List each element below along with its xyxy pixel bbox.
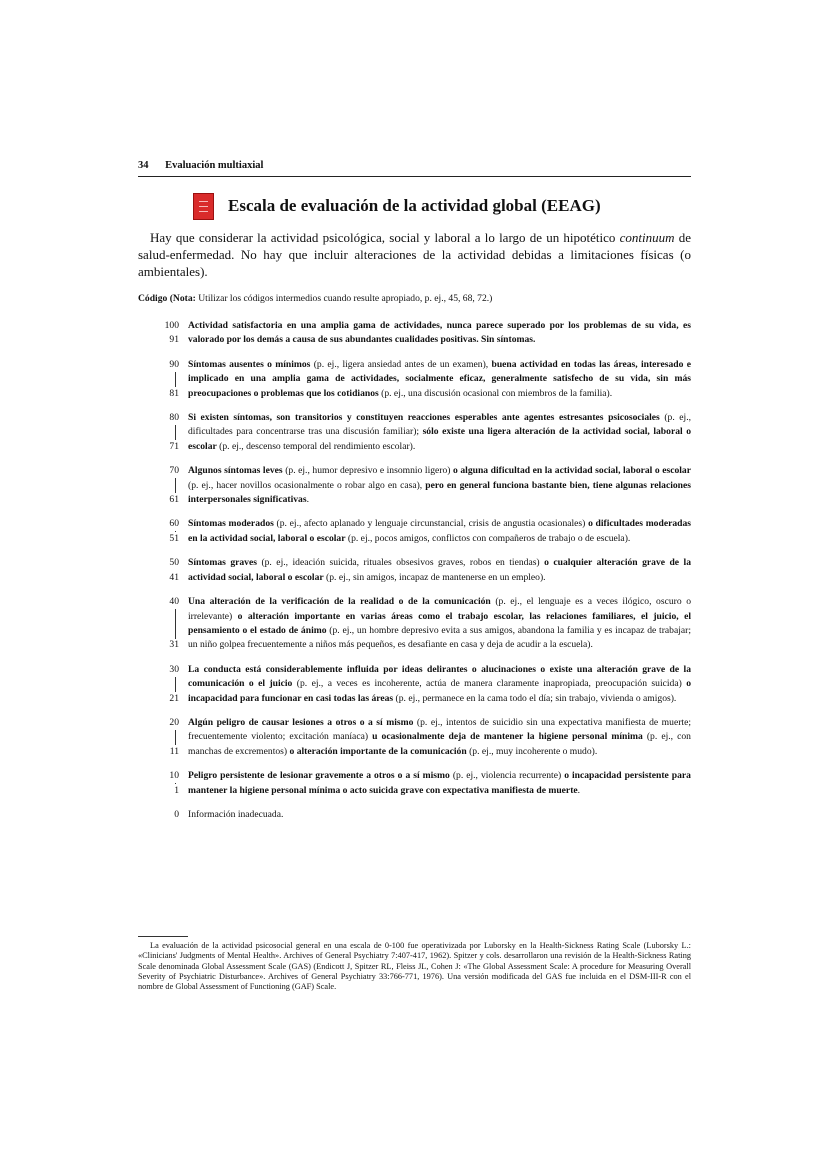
- section-title: Evaluación multiaxial: [165, 160, 264, 171]
- score-high: 80: [169, 412, 179, 424]
- range-bar: [175, 677, 176, 692]
- text-run: (p. ej., permanece en la cama todo el día; sin trabajo, vivienda o amigos).: [393, 692, 677, 704]
- text-run: o incapacidad para funcionar en casi todas las áreas: [188, 678, 691, 704]
- footnote-text: La evaluación de la actividad psicosocial general en una escala de 0-100 fue operativizada por Luborsky en la Health-Sickness Rating Scale (Luborsky L.: «Clinicians' Judgments of Mental Health». Archives of General Psychiatry 7:407-417, 1962). Spitzer y cols. desarrollaron una revisión de la Health-Sickness Rating Scale denominada Global Assessment Scale (GAS) (Endicott J, Spitzer RL, Fleiss JL, Cohen J: «The Global Assessment Scale: A procedure for Measuring Overall Severity of Psychiatric Disturbance». Archives of General Psychiatry 33:766-771, 1976). Una versión modificada del GAS fue incluida en el DSM-III-R con el nombre de Global Assessment of Functioning (GAF) Scale.: [138, 941, 691, 992]
- scale-row: [138, 808, 691, 822]
- scale-description: [188, 358, 691, 401]
- running-header: [138, 160, 691, 177]
- text-run: (p. ej., intentos de suicidio sin una expectativa manifiesta de muerte; frecuentemente violento; excitación maníaca): [188, 716, 691, 743]
- score-range: [138, 517, 179, 546]
- score-low: 1: [174, 784, 179, 796]
- range-bar: [175, 531, 176, 532]
- intro-paragraph: [138, 229, 691, 280]
- text-run: Hay que considerar la actividad psicológica, social y laboral a lo largo de un hipotético: [150, 230, 620, 245]
- text-run: Utilizar los códigos intermedios cuando resulte apropiado, p. ej., 45, 68, 72.): [195, 293, 493, 304]
- scale-row: [138, 663, 691, 706]
- text-run: (p. ej., violencia recurrente): [449, 770, 565, 782]
- score-low: 41: [169, 571, 179, 583]
- text-run: Síntomas moderados: [188, 518, 274, 530]
- text-run: u ocasionalmente deja de mantener la higiene personal mínima: [372, 731, 643, 743]
- score-range: [138, 769, 179, 798]
- scale-description: [188, 716, 691, 759]
- text-run: (p. ej., un hombre depresivo evita a sus amigos, abandona la familia y es incapaz de trabajar; un niño golpea frecuentemente a niños más pequeños, es desafiante en casa y deja de acudir a la escuela).: [188, 624, 691, 651]
- score-high: 90: [169, 358, 179, 370]
- range-bar: [175, 609, 176, 639]
- text-run: o alteración importante en varias áreas como el trabajo escolar, las relaciones familiares, el juicio, el pensamiento o el estado de ánimo: [188, 610, 692, 636]
- scale-description: [188, 556, 691, 585]
- scale-description: [188, 411, 691, 454]
- scale-row: [138, 517, 691, 546]
- text-run: (p. ej., descenso temporal del rendimiento escolar).: [216, 440, 416, 452]
- scale-row: [138, 464, 691, 507]
- range-bar: [175, 372, 176, 387]
- score-high: 40: [169, 596, 179, 608]
- text-run: o alguna dificultad en la actividad social, laboral o escolar: [453, 465, 691, 477]
- score-low: 71: [169, 440, 179, 452]
- text-run: (p. ej., una discusión ocasional con miembros de la familia).: [378, 387, 613, 399]
- scale-description: [188, 517, 691, 546]
- score-range: [138, 663, 179, 706]
- scale-description: [188, 769, 691, 798]
- text-run: o dificultades moderadas en la actividad social, laboral o escolar: [188, 518, 691, 544]
- score-low: 11: [169, 745, 179, 757]
- range-bar: [175, 730, 176, 745]
- footnote: [138, 936, 691, 992]
- text-run: .: [577, 784, 581, 796]
- eeag-scale: [138, 319, 691, 832]
- text-run: Síntomas graves: [188, 557, 257, 569]
- text-run: Peligro persistente de lesionar gravemente a otros o a sí mismo: [188, 770, 450, 782]
- text-run: (p. ej., hacer novillos ocasionalmente o robar algo en casa),: [188, 479, 426, 491]
- score-high: 100: [164, 320, 179, 331]
- text-run: Información inadecuada.: [188, 808, 284, 820]
- text-run: .: [306, 494, 309, 506]
- scale-description: [188, 319, 691, 348]
- score-low: 91: [169, 334, 179, 346]
- score-range: [138, 411, 179, 454]
- score-range: [138, 464, 179, 507]
- text-run: o incapacidad persistente para mantener la higiene personal mínima o acto suicida grave con expectativa manifiesta de muerte: [188, 770, 691, 796]
- text-run: Actividad satisfactoria en una amplia gama de actividades, nunca parece superado por los problemas de su vida, es valorado por los demás a causa de sus abundantes cualidades positivas. Sin síntomas.: [188, 320, 691, 346]
- text-run: sólo existe una ligera alteración de la actividad social, laboral o escolar: [188, 426, 691, 452]
- score-low: 21: [169, 692, 179, 704]
- text-run: de salud-enfermedad. No hay que incluir alteraciones de la actividad debidas a limitaciones físicas (o ambientales).: [138, 230, 691, 279]
- range-bar: [175, 783, 176, 784]
- code-note: [138, 293, 698, 304]
- score-high: 50: [169, 557, 179, 569]
- text-run: (p. ej., muy incoherente o mudo).: [466, 745, 598, 757]
- text-run: Algunos síntomas leves: [188, 465, 283, 477]
- scale-row: [138, 319, 691, 348]
- score-high: 20: [169, 716, 179, 728]
- score-range: [138, 716, 179, 759]
- score-low: 61: [169, 494, 179, 506]
- score-high: 70: [169, 465, 179, 477]
- scale-row: [138, 769, 691, 798]
- scale-row: [138, 556, 691, 585]
- scale-row: [138, 411, 691, 454]
- score-low: 51: [169, 532, 179, 544]
- scale-row: [138, 716, 691, 759]
- text-run: Si existen síntomas, son transitorios y constituyen reacciones esperables ante agentes estresantes psicosociales: [188, 412, 660, 424]
- text-run: o cualquier alteración grave de la actividad social, laboral o escolar: [188, 557, 692, 583]
- page-title: Escala de evaluación de la actividad global (EEAG): [228, 196, 601, 215]
- text-run: (p. ej., dificultades para concentrarse tras una discusión familiar);: [188, 412, 691, 438]
- text-run: Código (Nota:: [138, 293, 196, 304]
- text-run: (p. ej., el lenguaje es a veces ilógico, oscuro o irrelevante): [188, 596, 691, 622]
- score-high: 60: [169, 518, 179, 530]
- text-run: (p. ej., pocos amigos, conflictos con compañeros de trabajo o de escuela).: [345, 532, 631, 544]
- text-run: o alteración importante de la comunicación: [289, 745, 467, 757]
- scale-description: [188, 595, 691, 653]
- score-range: [138, 808, 179, 822]
- score-high: 10: [169, 770, 179, 782]
- scale-description: [188, 663, 691, 706]
- book-icon: [193, 193, 214, 220]
- text-run: Algún peligro de causar lesiones a otros o a sí mismo: [188, 716, 414, 728]
- score-range: [138, 319, 179, 348]
- score-low: 81: [169, 387, 179, 399]
- text-run: pero en general funciona bastante bien, tiene algunas relaciones interpersonales significativas: [188, 479, 691, 506]
- text-run: continuum: [619, 230, 675, 245]
- score-range: [138, 358, 179, 401]
- page-number: 34: [138, 160, 149, 171]
- text-run: (p. ej., ideación suicida, rituales obsesivos graves, robos en tiendas): [256, 557, 545, 569]
- scale-row: [138, 358, 691, 401]
- text-run: Síntomas ausentes o mínimos: [188, 358, 311, 370]
- range-bar: [175, 478, 176, 493]
- text-run: Una alteración de la verificación de la realidad o de la comunicación: [188, 596, 491, 608]
- score-range: [138, 556, 179, 585]
- scale-description: [188, 464, 691, 507]
- scale-description: [188, 808, 691, 822]
- scale-row: [138, 595, 691, 653]
- footnote-rule: [138, 936, 188, 937]
- text-run: (p. ej., afecto aplanado y lenguaje circunstancial, crisis de angustia ocasionales): [273, 518, 589, 530]
- text-run: (p. ej., sin amigos, incapaz de mantenerse en un empleo).: [323, 571, 546, 583]
- range-bar: [175, 425, 176, 440]
- text-run: (p. ej., humor depresivo e insomnio ligero): [282, 465, 454, 477]
- score-high: 30: [169, 663, 179, 675]
- text-run: (p. ej., con manchas de excrementos): [188, 731, 691, 757]
- text-run: La conducta está considerablemente influida por ideas delirantes o alucinaciones o existe una alteración grave de la comunicación o el juicio: [188, 663, 691, 690]
- score-high: 0: [174, 808, 179, 820]
- title-bar: [193, 192, 601, 220]
- score-low: 31: [169, 639, 179, 651]
- score-range: [138, 595, 179, 653]
- text-run: (p. ej., a veces es incoherente, actúa de manera claramente inapropiada, preocupación suicida): [292, 678, 687, 690]
- text-run: (p. ej., ligera ansiedad antes de un examen),: [310, 358, 492, 370]
- text-run: buena actividad en todas las áreas, interesado e implicado en una amplia gama de actividades, socialmente eficaz, generalmente satisfecho de su vida, sin más preocupaciones o problemas que los cotidianos: [188, 358, 691, 399]
